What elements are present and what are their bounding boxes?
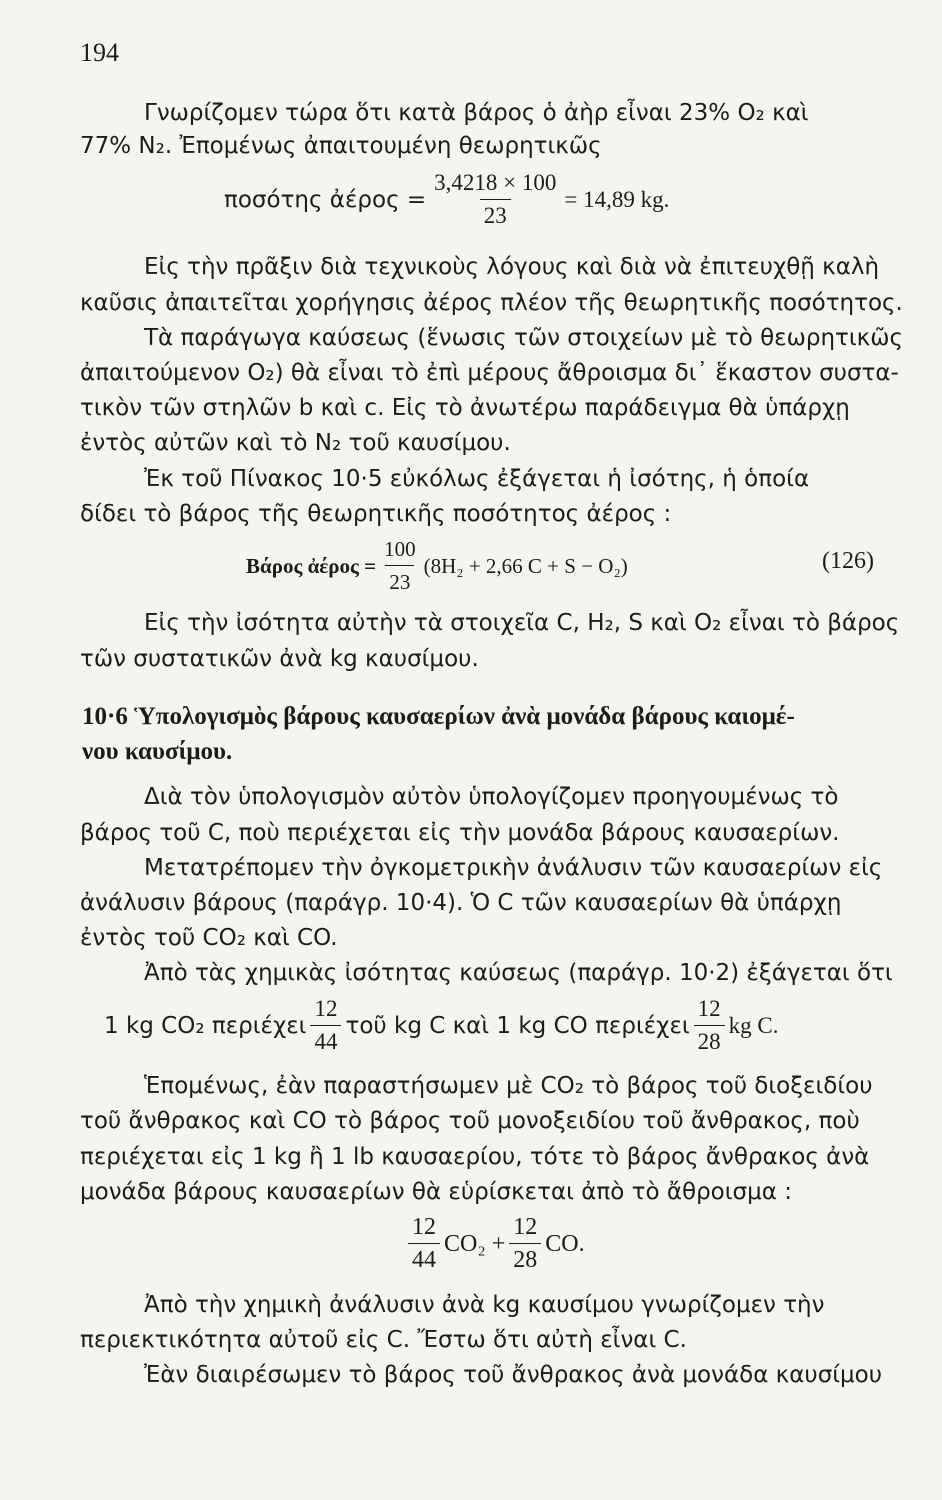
text-line: ἐντὸς αὐτῶν καὶ τὸ N₂ τοῦ καυσίμου. — [80, 430, 511, 456]
fraction-numerator: 3,4218 × 100 — [434, 170, 557, 195]
equation-lhs: Βάρος ἀέρος = — [246, 553, 377, 578]
text-line: Ἐὰν διαιρέσωμεν τὸ βάρος τοῦ ἄνθρακος ἀνὰ μονάδα καυσίμου — [144, 1362, 883, 1388]
text-line: 77% N₂. Ἐπομένως ἀπαιτουμένη θεωρητικῶς — [80, 133, 602, 159]
fraction-numerator: 12 — [697, 996, 721, 1021]
equation-rhs: = 14,89 kg. — [564, 186, 670, 212]
fraction — [694, 994, 725, 1057]
fraction — [380, 534, 420, 597]
text-line: περιεκτικότητα αὐτοῦ εἰς C. Ἔστω ὅτι αὐτὴ εἶναι C. — [80, 1327, 687, 1353]
equation-right: kg C. — [728, 1012, 779, 1038]
text-line: Ἀπὸ τὰς χημικὰς ἰσότητας καύσεως (παράγρ. 10·2) ἐξάγεται ὅτι — [144, 960, 893, 986]
fraction — [408, 1212, 440, 1275]
text-line: Ἑπομένως, ἐὰν παραστήσωμεν μὲ CO₂ τὸ βάρος τοῦ διοξειδίου — [144, 1073, 873, 1099]
equation-right: CO. — [545, 1230, 585, 1257]
text-line: Διὰ τὸν ὑπολογισμὸν αὐτὸν ὑπολογίζομεν προηγουμένως τὸ — [144, 784, 839, 810]
fraction-numerator: 100 — [384, 537, 416, 561]
fraction-numerator: 12 — [412, 1214, 436, 1240]
text-line: τικὸν τῶν στηλῶν b καὶ c. Εἰς τὸ ἀνωτέρω παράδειγμα θὰ ὑπάρχῃ — [80, 395, 850, 421]
text-line: Ἀπὸ τὴν χημικὴ ἀνάλυσιν ἀνὰ kg καυσίμου γνωρίζομεν τὴν — [144, 1292, 825, 1318]
fraction-denominator: 44 — [310, 1025, 341, 1057]
fraction-numerator: 12 — [513, 1214, 538, 1240]
text-line: Μετατρέπομεν τὴν ὀγκομετρικὴν ἀνάλυσιν τῶν καυσαερίων εἰς — [144, 855, 883, 881]
text-line: μονάδα βάρους καυσαερίων θὰ εὑρίσκεται ἀπὸ τὸ ἄθροισμα : — [80, 1179, 792, 1205]
fraction — [430, 168, 560, 231]
text-line: περιέχεται εἰς 1 kg ἢ 1 lb καυσαερίου, τότε τὸ βάρος ἄνθρακος ἀνὰ — [80, 1144, 870, 1170]
text-line: δίδει τὸ βάρος τῆς θεωρητικῆς ποσότητος ἀέρος : — [80, 501, 672, 527]
text-line: βάρος τοῦ C, ποὺ περιέχεται εἰς τὴν μονάδα βάρους καυσαερίων. — [80, 820, 840, 846]
equation-lhs: ποσότης ἀέρος = — [224, 186, 427, 213]
fraction-denominator: 23 — [480, 199, 511, 231]
fraction-denominator: 28 — [509, 1243, 541, 1275]
text-line: Τὰ παράγωγα καύσεως (ἕνωσις τῶν στοιχείων μὲ τὸ θεωρητικῶς — [144, 325, 903, 351]
fraction-numerator: 12 — [314, 996, 338, 1021]
text-line: ἀνάλυσιν βάρους (παράγρ. 10·4). Ὁ C τῶν καυσαερίων θὰ ὑπάρχῃ — [80, 890, 842, 916]
equation-carbon-content — [104, 994, 779, 1057]
fraction-denominator: 28 — [694, 1025, 725, 1057]
text-line: καῦσις ἀπαιτεῖται χορήγησις ἀέρος πλέον τῆς θεωρητικῆς ποσότητος. — [80, 290, 903, 316]
equation-rhs: (8H₂ + 2,66 C + S − O₂) — [423, 553, 628, 578]
text-line: Εἰς τὴν ἰσότητα αὐτὴν τὰ στοιχεῖα C, H₂, S καὶ O₂ εἶναι τὸ βάρος — [144, 610, 900, 636]
equation-carbon-sum — [404, 1212, 585, 1275]
fraction — [509, 1212, 541, 1275]
fraction — [310, 994, 341, 1057]
text-line: τῶν συστατικῶν ἀνὰ kg καυσίμου. — [80, 646, 479, 672]
text-line: Εἰς τὴν πρᾶξιν διὰ τεχνικοὺς λόγους καὶ διὰ νὰ ἐπιτευχθῇ καλὴ — [144, 254, 880, 280]
equation-number: (126) — [822, 548, 874, 574]
fraction-denominator: 23 — [385, 565, 414, 597]
equation-middle: τοῦ kg C καὶ 1 kg CO περιέχει — [345, 1012, 690, 1039]
equation-air-quantity — [224, 168, 669, 231]
equation-left: 1 kg CO₂ περιέχει — [104, 1012, 307, 1039]
text-line: Ἐκ τοῦ Πίνακος 10·5 εὐκόλως ἐξάγεται ἡ ἰσότης, ἡ ὁποία — [144, 466, 810, 492]
text-line: ἀπαιτούμενον O₂) θὰ εἶναι τὸ ἐπὶ μέρους ἄθροισμα δι᾽ ἕκαστον συστα- — [80, 360, 899, 386]
fraction-denominator: 44 — [408, 1243, 440, 1275]
equation-air-weight — [246, 534, 628, 597]
text-line: τοῦ ἄνθρακος καὶ CO τὸ βάρος τοῦ μονοξειδίου τοῦ ἄνθρακος, ποὺ — [80, 1108, 860, 1134]
page-number: 194 — [80, 38, 119, 67]
section-heading: 10·6 Ὑπολογισμὸς βάρους καυσαερίων ἀνὰ μονάδα βάρους καιομέ- — [82, 703, 795, 730]
text-line: ἐντὸς τοῦ CO₂ καὶ CO. — [80, 925, 338, 951]
equation-middle: CO₂ + — [444, 1230, 506, 1257]
section-heading-continued: νου καυσίμου. — [82, 738, 233, 765]
text-line: Γνωρίζομεν τώρα ὅτι κατὰ βάρος ὁ ἀὴρ εἶναι 23% O₂ καὶ — [144, 100, 809, 126]
